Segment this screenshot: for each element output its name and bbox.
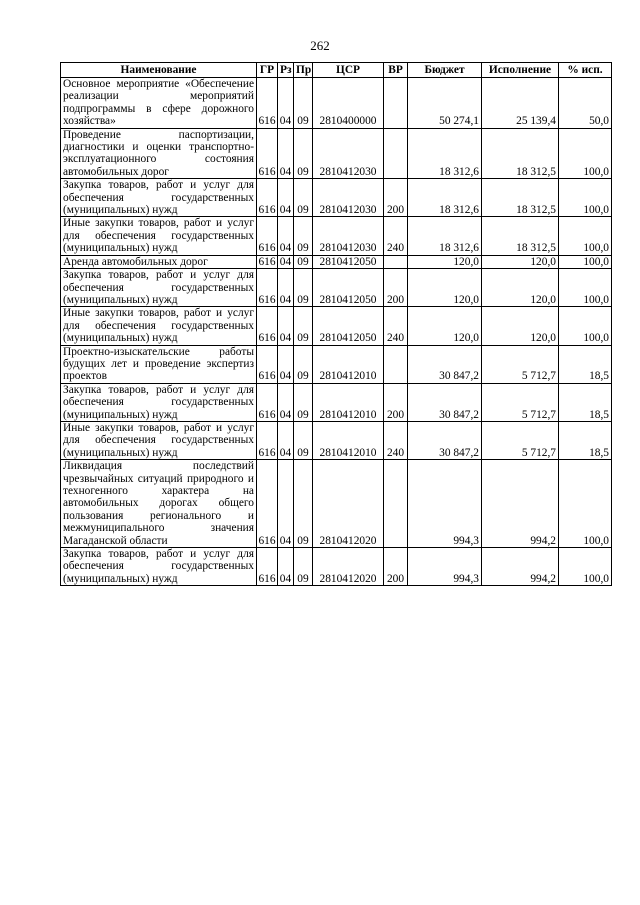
row-execution: 25 139,4 xyxy=(482,78,559,129)
row-name: Закупка товаров, работ и услуг для обеспечения государственных (муниципальных) нужд xyxy=(61,548,257,586)
row-vr xyxy=(384,78,408,129)
row-csr: 2810412050 xyxy=(313,255,384,268)
row-vr: 240 xyxy=(384,217,408,255)
row-rz: 04 xyxy=(278,128,294,179)
header-rz: Рз xyxy=(278,63,294,78)
row-execution: 994,2 xyxy=(482,460,559,548)
row-csr: 2810412030 xyxy=(313,217,384,255)
row-gr: 616 xyxy=(257,345,278,383)
row-percent: 100,0 xyxy=(559,460,612,548)
row-budget: 120,0 xyxy=(408,255,482,268)
table-row xyxy=(61,460,612,548)
budget-table xyxy=(60,62,612,586)
row-pr: 09 xyxy=(294,217,313,255)
row-rz: 04 xyxy=(278,255,294,268)
row-name: Ликвидация последствий чрезвычайных ситуаций природного и техногенного характера на автомобильных дорогах общего пользования регионального и межмуниципального значения Магаданской области xyxy=(61,460,257,548)
row-rz: 04 xyxy=(278,460,294,548)
header-percent: % исп. xyxy=(559,63,612,78)
row-pr: 09 xyxy=(294,548,313,586)
table-row xyxy=(61,78,612,129)
row-vr: 200 xyxy=(384,548,408,586)
row-name: Иные закупки товаров, работ и услуг для обеспечения государственных (муниципальных) нужд xyxy=(61,307,257,345)
row-name: Основное мероприятие «Обеспечение реализации мероприятий подпрограммы в сфере дорожного хозяйства» xyxy=(61,78,257,129)
row-percent: 18,5 xyxy=(559,345,612,383)
row-percent: 18,5 xyxy=(559,383,612,421)
table-header-row xyxy=(61,63,612,78)
row-csr: 2810412020 xyxy=(313,460,384,548)
row-vr xyxy=(384,345,408,383)
row-csr: 2810400000 xyxy=(313,78,384,129)
row-execution: 18 312,5 xyxy=(482,217,559,255)
row-csr: 2810412030 xyxy=(313,128,384,179)
table-row xyxy=(61,269,612,307)
row-percent: 100,0 xyxy=(559,307,612,345)
row-budget: 18 312,6 xyxy=(408,217,482,255)
row-percent: 18,5 xyxy=(559,421,612,459)
table-row xyxy=(61,307,612,345)
row-rz: 04 xyxy=(278,269,294,307)
table-row xyxy=(61,345,612,383)
row-execution: 120,0 xyxy=(482,269,559,307)
row-pr: 09 xyxy=(294,179,313,217)
header-vr: ВР xyxy=(384,63,408,78)
row-pr: 09 xyxy=(294,460,313,548)
row-rz: 04 xyxy=(278,548,294,586)
row-csr: 2810412010 xyxy=(313,383,384,421)
row-vr xyxy=(384,460,408,548)
table-row xyxy=(61,421,612,459)
row-percent: 100,0 xyxy=(559,128,612,179)
row-csr: 2810412010 xyxy=(313,345,384,383)
row-execution: 5 712,7 xyxy=(482,421,559,459)
row-budget: 50 274,1 xyxy=(408,78,482,129)
row-vr: 240 xyxy=(384,307,408,345)
row-pr: 09 xyxy=(294,255,313,268)
row-vr xyxy=(384,255,408,268)
row-execution: 18 312,5 xyxy=(482,179,559,217)
row-csr: 2810412010 xyxy=(313,421,384,459)
row-gr: 616 xyxy=(257,128,278,179)
header-budget: Бюджет xyxy=(408,63,482,78)
row-vr: 200 xyxy=(384,269,408,307)
row-budget: 30 847,2 xyxy=(408,421,482,459)
row-gr: 616 xyxy=(257,269,278,307)
row-budget: 120,0 xyxy=(408,269,482,307)
row-csr: 2810412020 xyxy=(313,548,384,586)
table-body xyxy=(61,78,612,586)
table-row xyxy=(61,217,612,255)
table-row xyxy=(61,383,612,421)
row-name: Аренда автомобильных дорог xyxy=(61,255,257,268)
row-gr: 616 xyxy=(257,421,278,459)
row-csr: 2810412050 xyxy=(313,307,384,345)
header-csr: ЦСР xyxy=(313,63,384,78)
row-gr: 616 xyxy=(257,78,278,129)
row-budget: 30 847,2 xyxy=(408,383,482,421)
row-pr: 09 xyxy=(294,383,313,421)
row-gr: 616 xyxy=(257,179,278,217)
row-name: Проектно-изыскательские работы будущих лет и проведение экспертиз проектов xyxy=(61,345,257,383)
row-pr: 09 xyxy=(294,128,313,179)
table-row xyxy=(61,548,612,586)
row-pr: 09 xyxy=(294,307,313,345)
row-pr: 09 xyxy=(294,421,313,459)
row-percent: 100,0 xyxy=(559,179,612,217)
row-percent: 100,0 xyxy=(559,217,612,255)
row-rz: 04 xyxy=(278,307,294,345)
row-budget: 994,3 xyxy=(408,548,482,586)
row-pr: 09 xyxy=(294,269,313,307)
row-percent: 100,0 xyxy=(559,269,612,307)
row-name: Закупка товаров, работ и услуг для обеспечения государственных (муниципальных) нужд xyxy=(61,383,257,421)
header-execution: Исполнение xyxy=(482,63,559,78)
table-row xyxy=(61,255,612,268)
row-gr: 616 xyxy=(257,548,278,586)
row-gr: 616 xyxy=(257,460,278,548)
row-vr: 200 xyxy=(384,383,408,421)
row-vr: 200 xyxy=(384,179,408,217)
row-execution: 120,0 xyxy=(482,307,559,345)
row-budget: 994,3 xyxy=(408,460,482,548)
table-row xyxy=(61,128,612,179)
row-rz: 04 xyxy=(278,217,294,255)
row-rz: 04 xyxy=(278,421,294,459)
row-name: Иные закупки товаров, работ и услуг для обеспечения государственных (муниципальных) нужд xyxy=(61,421,257,459)
row-vr: 240 xyxy=(384,421,408,459)
row-budget: 18 312,6 xyxy=(408,128,482,179)
row-budget: 120,0 xyxy=(408,307,482,345)
row-csr: 2810412030 xyxy=(313,179,384,217)
row-rz: 04 xyxy=(278,78,294,129)
row-pr: 09 xyxy=(294,78,313,129)
row-percent: 100,0 xyxy=(559,548,612,586)
row-vr xyxy=(384,128,408,179)
row-rz: 04 xyxy=(278,179,294,217)
row-execution: 5 712,7 xyxy=(482,345,559,383)
row-name: Закупка товаров, работ и услуг для обеспечения государственных (муниципальных) нужд xyxy=(61,179,257,217)
row-gr: 616 xyxy=(257,307,278,345)
row-rz: 04 xyxy=(278,383,294,421)
row-percent: 100,0 xyxy=(559,255,612,268)
row-csr: 2810412050 xyxy=(313,269,384,307)
row-gr: 616 xyxy=(258,255,276,268)
row-name: Проведение паспортизации, диагностики и оценки транспортно-эксплуатационного состояния автомобильных дорог xyxy=(61,128,257,179)
row-pr: 09 xyxy=(294,345,313,383)
table-row xyxy=(61,179,612,217)
header-gr: ГР xyxy=(257,63,278,78)
page-number: 262 xyxy=(310,38,330,53)
row-budget: 30 847,2 xyxy=(408,345,482,383)
row-gr: 616 xyxy=(257,217,278,255)
row-name: Иные закупки товаров, работ и услуг для обеспечения государственных (муниципальных) нужд xyxy=(61,217,257,255)
row-execution: 120,0 xyxy=(482,255,559,268)
row-execution: 5 712,7 xyxy=(482,383,559,421)
row-budget: 18 312,6 xyxy=(408,179,482,217)
row-percent: 50,0 xyxy=(559,78,612,129)
row-execution: 18 312,5 xyxy=(482,128,559,179)
header-pr: Пр xyxy=(294,63,313,78)
header-name: Наименование xyxy=(61,63,257,78)
row-gr: 616 xyxy=(257,383,278,421)
row-rz: 04 xyxy=(278,345,294,383)
row-execution: 994,2 xyxy=(482,548,559,586)
row-name: Закупка товаров, работ и услуг для обеспечения государственных (муниципальных) нужд xyxy=(61,269,257,307)
